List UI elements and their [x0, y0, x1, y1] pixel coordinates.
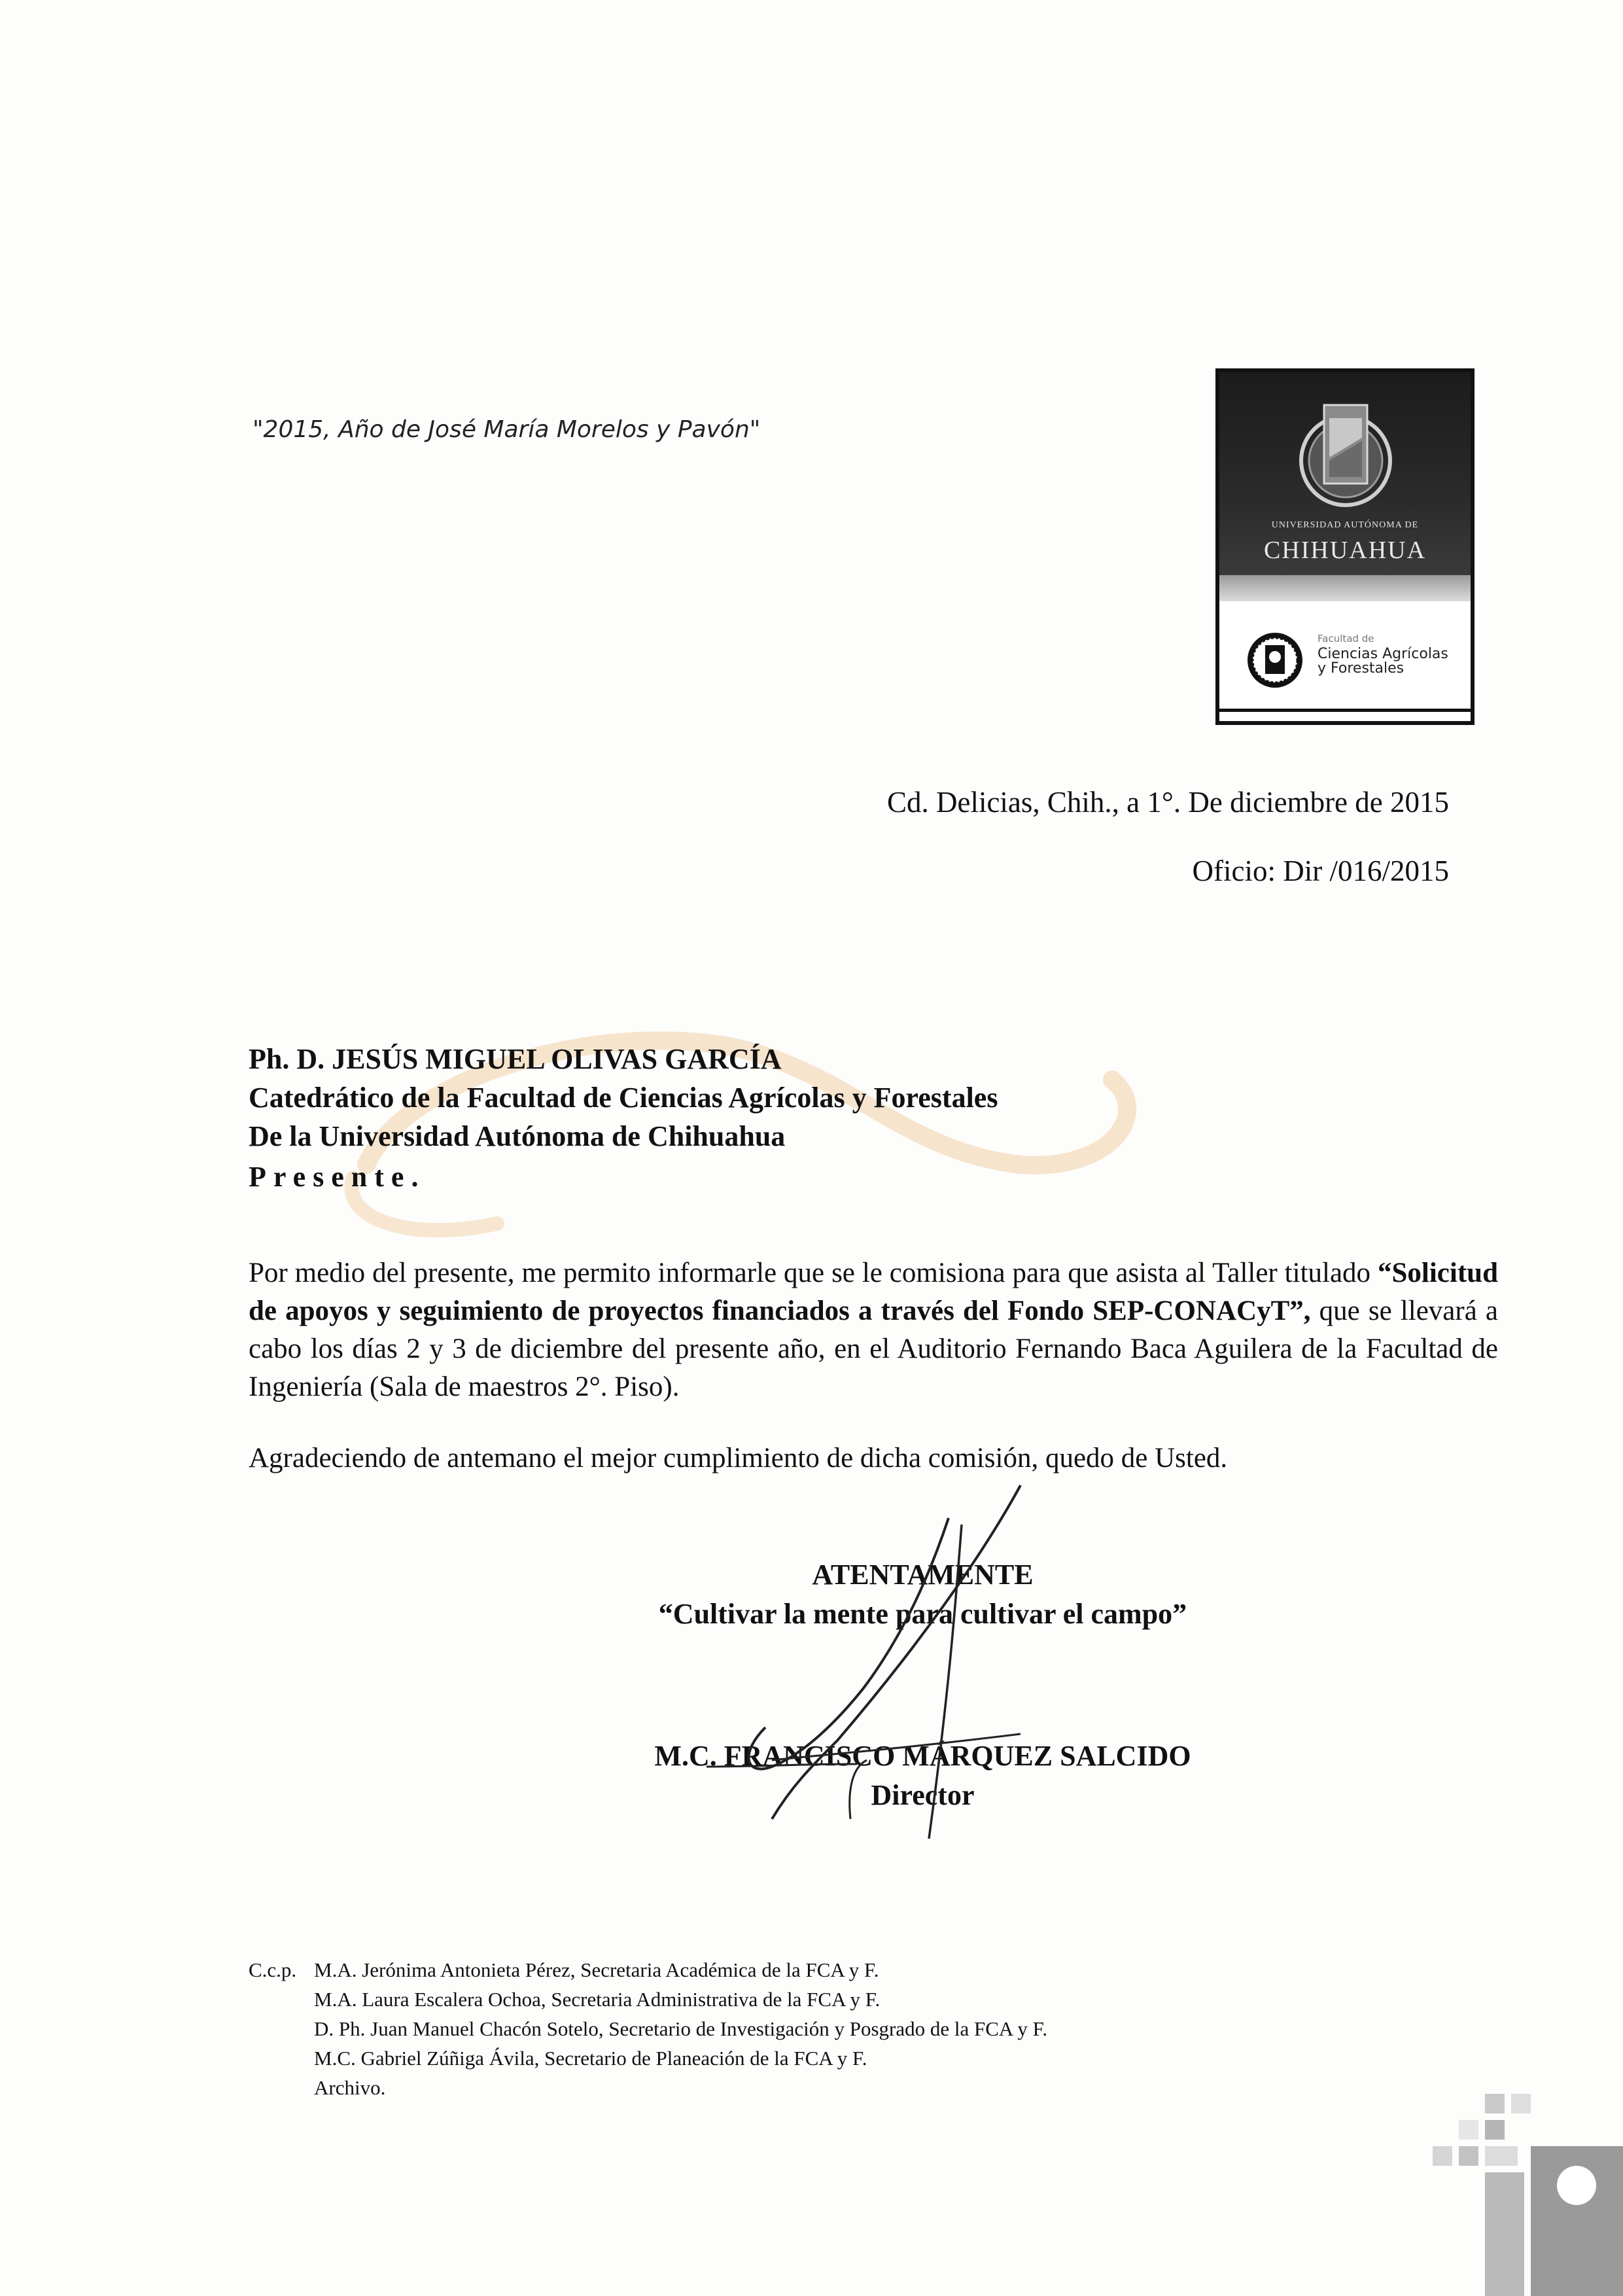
year-motto: "2015, Año de José María Morelos y Pavón"	[253, 416, 761, 443]
body-paragraph	[249, 1254, 1498, 1406]
ccp-label: C.c.p.	[249, 1958, 297, 1981]
ccp-recipient: M.A. Laura Escalera Ochoa, Secretaria Administrativa de la FCA y F.	[314, 1988, 881, 2011]
signer-title: Director	[871, 1779, 975, 1811]
institutional-slogan: “Cultivar la mente para cultivar el campo”	[658, 1598, 1187, 1630]
university-logo	[1215, 368, 1475, 725]
faculty-name	[1318, 647, 1468, 676]
recipient-position: Catedrático de la Facultad de Ciencias Agrícolas y Forestales	[249, 1082, 998, 1114]
closing-line: Agradeciendo de antemano el mejor cumplimiento de dicha comisión, quedo de Usted.	[249, 1443, 1228, 1474]
university-name: CHIHUAHUA	[1263, 537, 1427, 564]
university-small-label: UNIVERSIDAD AUTÓNOMA DE	[1271, 520, 1419, 530]
faculty-name-line-2: y Forestales	[1318, 660, 1405, 677]
salutation: ATENTAMENTE	[812, 1559, 1034, 1591]
faculty-emblem-icon	[1246, 631, 1304, 690]
signer-name: M.C. FRANCISCO MÁRQUEZ SALCIDO	[654, 1740, 1191, 1772]
recipient-institution: De la Universidad Autónoma de Chihuahua	[249, 1120, 786, 1152]
ccp-recipient: M.C. Gabriel Zúñiga Ávila, Secretario de Planeación de la FCA y F.	[314, 2047, 867, 2070]
body-rest: que se llevará a cabo los días 2 y 3 de diciembre del presente año, en el Auditorio Fernando Baca Aguilera de la Facultad de Ingeniería (Sala de maestros 2°. Piso).	[249, 1296, 1498, 1402]
workshop-title: “Solicitud de apoyos y seguimiento de proyectos financiados a través del Fondo SEP-CONACyT”,	[249, 1258, 1498, 1326]
corner-decoration	[1413, 2081, 1623, 2296]
place-date: Cd. Delicias, Chih., a 1°. De diciembre de 2015	[886, 786, 1449, 819]
faculty-name-line-1: Ciencias Agrícolas	[1318, 646, 1448, 662]
oficio-number: Oficio: Dir /016/2015	[1192, 855, 1449, 887]
recipient-name: Ph. D. JESÚS MIGUEL OLIVAS GARCÍA	[249, 1043, 782, 1075]
body-intro: Por medio del presente, me permito informarle que se le comisiona para que asista al Taller titulado	[249, 1258, 1378, 1288]
university-shield-icon	[1297, 398, 1395, 510]
ccp-recipient: Archivo.	[314, 2076, 386, 2099]
recipient-presente: Presente.	[249, 1161, 426, 1193]
faculty-small-label: Facultad de	[1318, 633, 1374, 645]
ccp-recipient: M.A. Jerónima Antonieta Pérez, Secretaria Académica de la FCA y F.	[314, 1958, 879, 1981]
ccp-recipient: D. Ph. Juan Manuel Chacón Sotelo, Secretario de Investigación y Posgrado de la FCA y F.	[314, 2017, 1048, 2040]
handwritten-signature	[641, 1479, 1060, 1845]
